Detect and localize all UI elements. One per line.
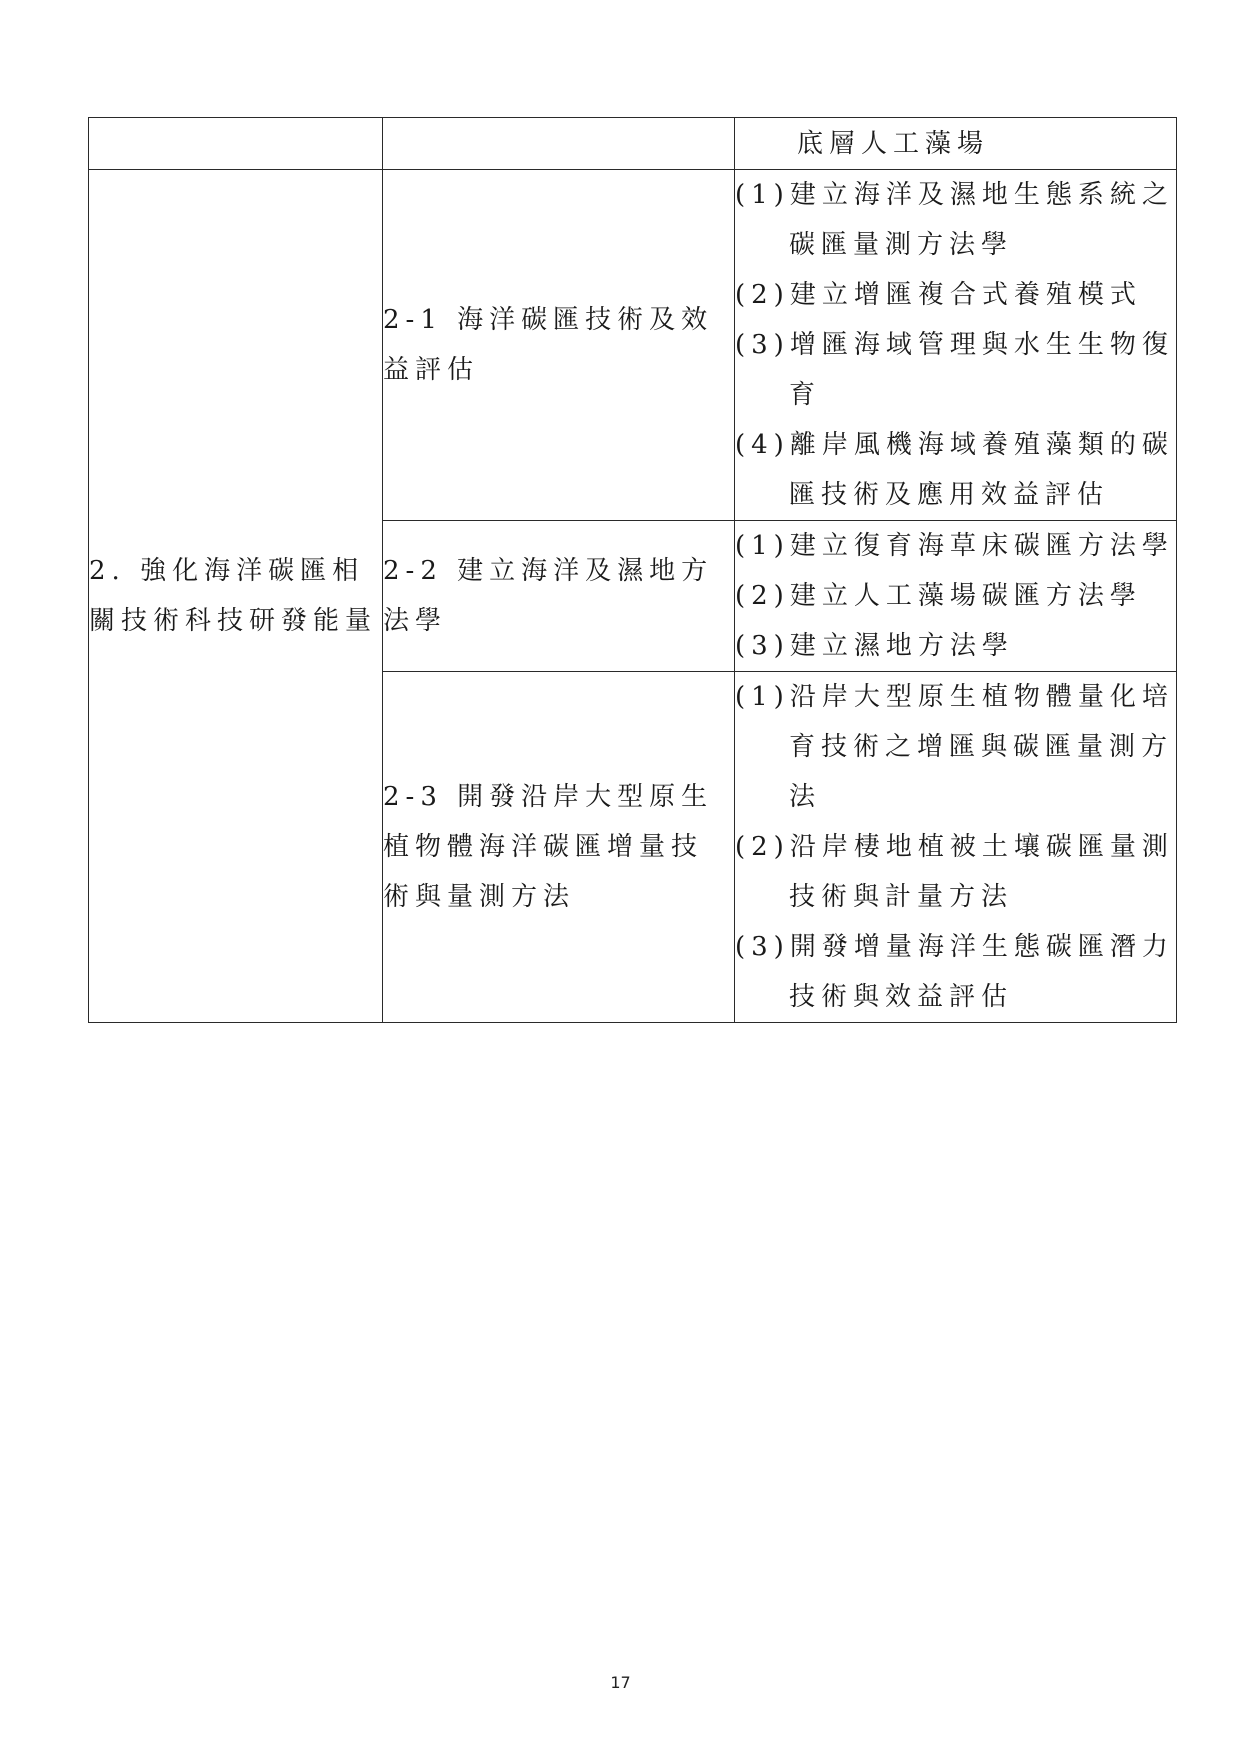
detail-item: (3)建立濕地方法學 <box>735 631 1014 661</box>
table-row <box>89 170 1177 521</box>
section-label-cell: 2. 強化海洋碳匯相關技術科技研發能量 <box>89 170 383 1023</box>
table-row-continued <box>89 118 1177 170</box>
detail-item: (1)沿岸大型原生植物體量化培育技術之增匯與碳匯量測方法 <box>735 682 1174 812</box>
detail-item: (3)開發增量海洋生態碳匯潛力技術與效益評估 <box>735 932 1174 1012</box>
detail-item: (2)建立增匯複合式養殖模式 <box>735 280 1142 310</box>
detail-item: (3)增匯海域管理與水生生物復育 <box>735 330 1174 410</box>
item-cell: 2-1 海洋碳匯技術及效益評估 <box>383 170 735 521</box>
detail-cell <box>735 170 1177 521</box>
detail-cell <box>735 672 1177 1023</box>
detail-item: (2)沿岸棲地植被土壤碳匯量測技術與計量方法 <box>735 832 1174 912</box>
empty-cell <box>383 118 735 170</box>
detail-item: (1)建立海洋及濕地生態系統之碳匯量測方法學 <box>735 180 1174 260</box>
detail-item: (1)建立復育海草床碳匯方法學 <box>735 531 1174 561</box>
detail-cell <box>735 521 1177 672</box>
continued-detail-cell: 底層人工藻場 <box>735 118 1177 170</box>
page-number: 17 <box>610 1673 631 1692</box>
plan-table <box>88 117 1177 1023</box>
empty-cell <box>89 118 383 170</box>
item-cell: 2-2 建立海洋及濕地方法學 <box>383 521 735 672</box>
detail-item: (4)離岸風機海域養殖藻類的碳匯技術及應用效益評估 <box>735 430 1174 510</box>
detail-item: (2)建立人工藻場碳匯方法學 <box>735 581 1142 611</box>
item-cell: 2-3 開發沿岸大型原生植物體海洋碳匯增量技術與量測方法 <box>383 672 735 1023</box>
